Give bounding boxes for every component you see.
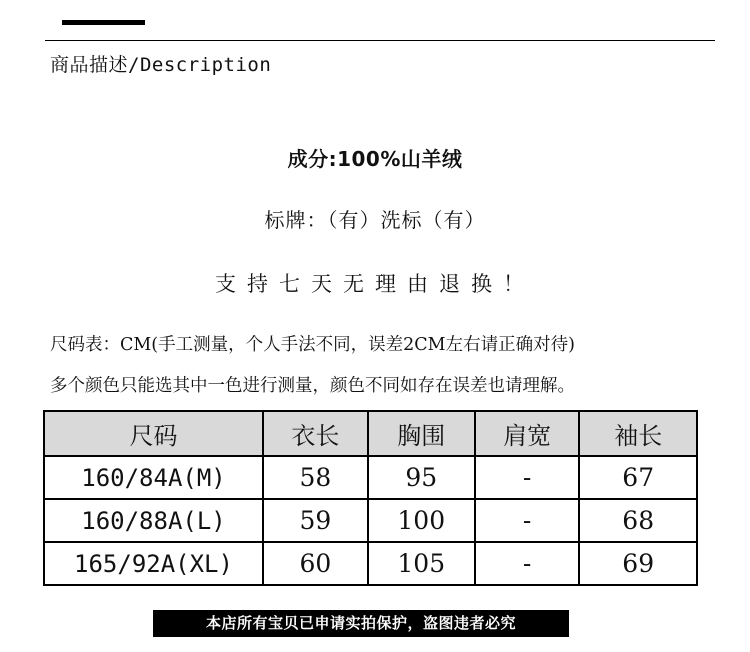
return-policy: 支持七天无理由退换！	[215, 272, 535, 296]
header-length: 衣长	[263, 411, 368, 456]
tag-info: 标牌：（有）洗标（有）	[264, 208, 486, 232]
cell-chest: 105	[368, 542, 475, 585]
header-shoulder: 肩宽	[475, 411, 580, 456]
header-size: 尺码	[44, 411, 263, 456]
cell-shoulder: -	[475, 456, 580, 499]
header-chest: 胸围	[368, 411, 475, 456]
cell-shoulder: -	[475, 542, 580, 585]
table-row	[44, 456, 697, 499]
header-sleeve: 袖长	[579, 411, 697, 456]
color-measurement-note: 多个颜色只能选其中一色进行测量，颜色不同如存在误差也请理解。	[50, 376, 575, 396]
title-accent-bar	[62, 20, 145, 25]
cell-size: 160/84A(M)	[44, 456, 263, 499]
copyright-notice: 本店所有宝贝已申请实拍保护，盗图违者必究	[153, 610, 569, 637]
material-composition: 成分:100%山羊绒	[287, 147, 463, 171]
cell-chest: 95	[368, 456, 475, 499]
size-chart-note: 尺码表：CM(手工测量，个人手法不同，误差2CM左右请正确对待)	[50, 335, 575, 355]
cell-sleeve: 69	[579, 542, 697, 585]
cell-length: 58	[263, 456, 368, 499]
title-divider	[45, 40, 715, 41]
size-chart-table	[43, 410, 698, 586]
cell-sleeve: 68	[579, 499, 697, 542]
table-row	[44, 542, 697, 585]
cell-shoulder: -	[475, 499, 580, 542]
cell-sleeve: 67	[579, 456, 697, 499]
section-title: 商品描述/Description	[50, 54, 272, 76]
cell-length: 60	[263, 542, 368, 585]
cell-length: 59	[263, 499, 368, 542]
cell-size: 165/92A(XL)	[44, 542, 263, 585]
cell-size: 160/88A(L)	[44, 499, 263, 542]
cell-chest: 100	[368, 499, 475, 542]
table-header-row	[44, 411, 697, 456]
table-row	[44, 499, 697, 542]
